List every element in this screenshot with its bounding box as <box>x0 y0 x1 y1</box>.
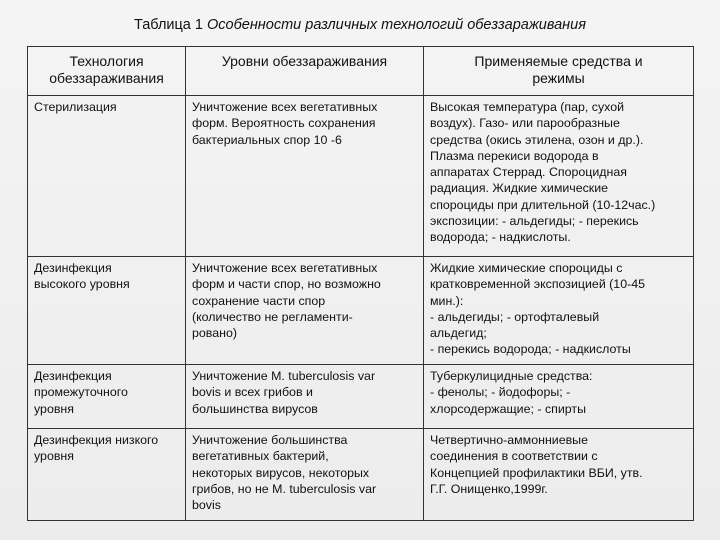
cell-levels: Уничтожение всех вегетативных форм и части спор, но возможно сохранение части спор (количество не регламенти- ровано) <box>186 257 424 365</box>
table-row <box>28 365 694 429</box>
header-means: Применяемые средства и режимы <box>424 47 694 96</box>
caption-title: Особенности различных технологий обеззараживания <box>207 17 586 33</box>
cell-means: Высокая температура (пар, сухой воздух). Газо- или парообразные средства (окись этилена, озон и др.). Плазма перекиси водорода в аппаратах Стеррад. Спороцидная радиация. Жидкие химические спороциды при длительной (10-12час.) экспозиции: - альдегиды; - перекись водорода; - надкислоты. <box>424 96 694 257</box>
cell-means: Туберкулицидные средства: - фенолы; - йодофоры; - хлорсодержащие; - спирты <box>424 365 694 429</box>
disinfection-table <box>27 46 694 521</box>
cell-technology: Стерилизация <box>28 96 186 257</box>
cell-technology: Дезинфекция промежуточного уровня <box>28 365 186 429</box>
table-caption <box>0 16 720 34</box>
table-row <box>28 257 694 365</box>
cell-means: Четвертично-аммонниевые соединения в соответствии с Концепцией профилактики ВБИ, утв. Г.Г. Онищенко,1999г. <box>424 429 694 521</box>
cell-levels: Уничтожение большинства вегетативных бактерий, некоторых вирусов, некоторых грибов, но не M. tuberculosis var bovis <box>186 429 424 521</box>
cell-levels: Уничтожение всех вегетативных форм. Вероятность сохранения бактериальных спор 10 -6 <box>186 96 424 257</box>
caption-prefix: Таблица 1 <box>134 17 203 33</box>
cell-technology: Дезинфекция низкого уровня <box>28 429 186 521</box>
table-row <box>28 429 694 521</box>
header-levels: Уровни обеззараживания <box>186 47 424 96</box>
cell-levels: Уничтожение M. tuberculosis var bovis и всех грибов и большинства вирусов <box>186 365 424 429</box>
header-row <box>28 47 694 96</box>
cell-means: Жидкие химические спороциды с кратковременной экспозицией (10-45 мин.): - альдегиды; - ортофталевый альдегид; - перекись водорода; - надкислоты <box>424 257 694 365</box>
header-technology: Технология обеззараживания <box>28 47 186 96</box>
table-row <box>28 96 694 257</box>
cell-technology: Дезинфекция высокого уровня <box>28 257 186 365</box>
